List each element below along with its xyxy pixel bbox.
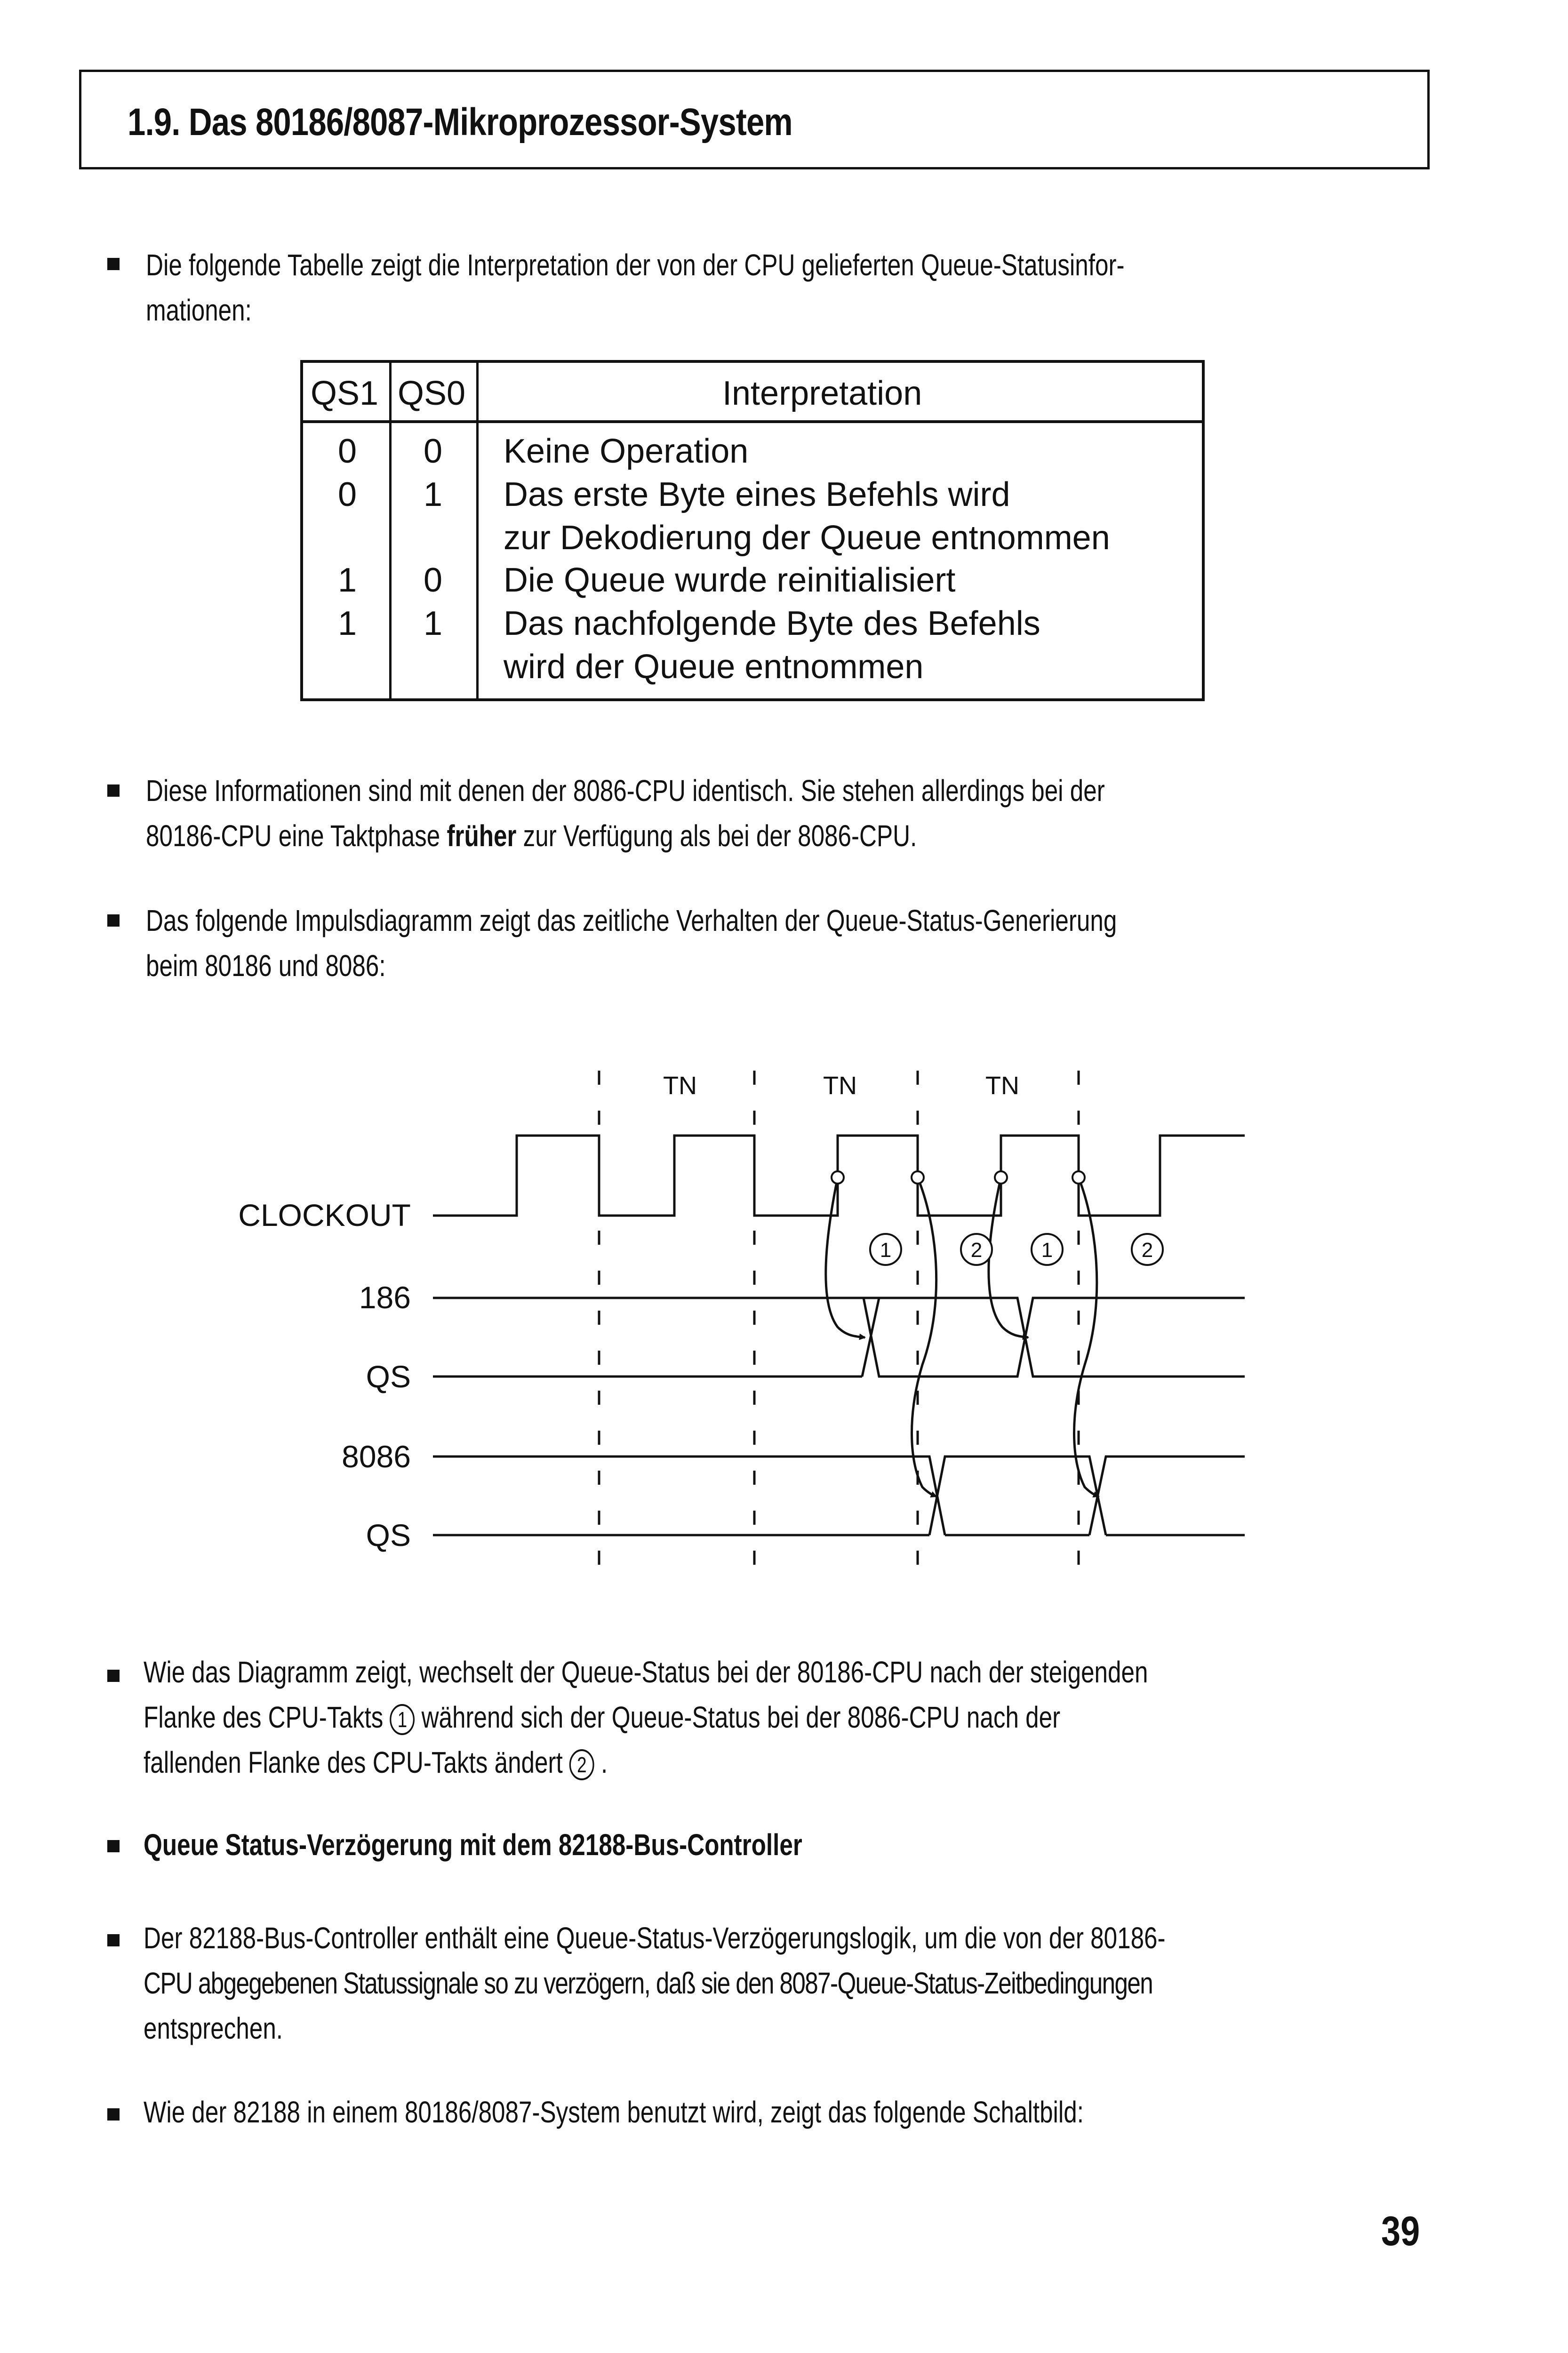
- arrow-origin: [912, 1171, 924, 1184]
- marker-label: 2: [1141, 1239, 1153, 1262]
- table-cell-interpretation: Die Queue wurde reinitialisiert: [504, 561, 956, 599]
- table-header-qs0: QS0: [398, 375, 466, 412]
- para2-emphasis: früher: [447, 819, 517, 853]
- signal-label-186: 186: [359, 1280, 411, 1315]
- table-cell-qs0: 1: [424, 476, 443, 513]
- inline-marker: 2: [569, 1749, 594, 1780]
- paragraph-diagram-explanation: [144, 1649, 1329, 1785]
- table-cell-interpretation: wird der Queue entnommen: [504, 648, 924, 686]
- para2-line-1: Diese Informationen sind mit denen der 8086-CPU identisch. Sie stehen allerdings bei der: [146, 774, 1105, 808]
- para2-text: zur Verfügung als bei der 8086-CPU.: [516, 819, 917, 853]
- paragraph-bus-controller: [144, 1915, 1329, 2051]
- tn-label: TN: [663, 1072, 697, 1100]
- causal-arrow: [826, 1177, 865, 1337]
- marker-label: 2: [970, 1239, 983, 1262]
- para4-text: .: [601, 1745, 608, 1779]
- signal-label-qs: QS: [366, 1518, 411, 1553]
- para5-line-1: Der 82188-Bus-Controller enthält eine Queue-Status-Verzögerungslogik, um die von der 80186-: [144, 1921, 1166, 1955]
- para3-line-2: beim 80186 und 8086:: [146, 949, 386, 983]
- para5-line-2: CPU abgegebenen Statussignale so zu verzögern, daß sie den 8087-Queue-Status-Zeitbedingungen: [144, 1966, 1153, 2000]
- table-cell-qs0: 0: [424, 432, 443, 470]
- table-header-qs1: QS1: [311, 375, 379, 412]
- para4-text: fallenden Flanke des CPU-Takts ändert: [144, 1745, 563, 1779]
- para4-line-2: [144, 1695, 1329, 1740]
- arrow-origin: [1072, 1171, 1085, 1184]
- table-cell-interpretation: zur Dekodierung der Queue entnommen: [504, 519, 1110, 557]
- para2-text: 80186-CPU eine Taktphase: [146, 819, 447, 853]
- inline-marker: 1: [390, 1704, 415, 1735]
- subheading: Queue Status-Verzögerung mit dem 82188-Bus-Controller: [144, 1828, 802, 1862]
- table-cell-qs0: 0: [424, 561, 443, 599]
- table-cell-interpretation: Keine Operation: [504, 432, 749, 470]
- bullet-icon: [107, 2108, 120, 2121]
- page-number: 39: [1381, 2208, 1420, 2254]
- signal-label-8086: 8086: [342, 1439, 411, 1474]
- intro-line-2: mationen:: [146, 293, 252, 327]
- causal-arrow: [912, 1177, 937, 1497]
- table-header-interpretation: Interpretation: [722, 375, 922, 412]
- table-cell-qs1: 0: [338, 476, 357, 513]
- para4-text: während sich der Queue-Status bei der 8086-CPU nach der: [421, 1700, 1061, 1734]
- para4-text: Flanke des CPU-Takts: [144, 1700, 384, 1734]
- tn-label: TN: [985, 1072, 1019, 1100]
- causal-arrow: [989, 1177, 1028, 1337]
- tn-label: TN: [823, 1072, 857, 1100]
- para4-line-1: Wie das Diagramm zeigt, wechselt der Queue-Status bei der 80186-CPU nach der steigenden: [144, 1655, 1148, 1689]
- para5-line-3: entsprechen.: [144, 2011, 283, 2045]
- qs186-bus-waveform: [433, 1298, 1245, 1377]
- paragraph-schematic-intro: [144, 2089, 1329, 2135]
- signal-label-qs: QS: [366, 1359, 411, 1394]
- signal-label-clockout: CLOCKOUT: [238, 1198, 411, 1233]
- arrow-origin: [832, 1171, 844, 1184]
- marker-label: 1: [880, 1239, 892, 1262]
- marker-label: 1: [1041, 1239, 1053, 1262]
- para6-line-1: Wie der 82188 in einem 80186/8087-System benutzt wird, zeigt das folgende Schaltbild:: [144, 2095, 1084, 2129]
- intro-line-1: Die folgende Tabelle zeigt die Interpretation der von der CPU gelieferten Queue-Statusinfor-: [146, 248, 1125, 282]
- table-cell-qs1: 0: [338, 432, 357, 470]
- table-cell-interpretation: Das nachfolgende Byte des Befehls: [504, 605, 1040, 642]
- bullet-icon: [107, 1670, 120, 1682]
- bullet-icon: [107, 1840, 120, 1852]
- para3-line-1: Das folgende Impulsdiagramm zeigt das zeitliche Verhalten der Queue-Status-Generierung: [146, 904, 1117, 937]
- causal-arrow: [1074, 1177, 1099, 1497]
- table-cell-qs0: 1: [424, 605, 443, 642]
- qs8086-bus-waveform: [433, 1457, 1245, 1535]
- table-cell-interpretation: Das erste Byte eines Befehls wird: [504, 476, 1010, 513]
- section-title: 1.9. Das 80186/8087-Mikroprozessor-System: [128, 101, 792, 144]
- para4-line-3: [144, 1740, 1329, 1785]
- table-cell-qs1: 1: [338, 561, 357, 599]
- bullet-icon: [107, 1934, 120, 1946]
- arrow-origin: [995, 1171, 1007, 1184]
- table-cell-qs1: 1: [338, 605, 357, 642]
